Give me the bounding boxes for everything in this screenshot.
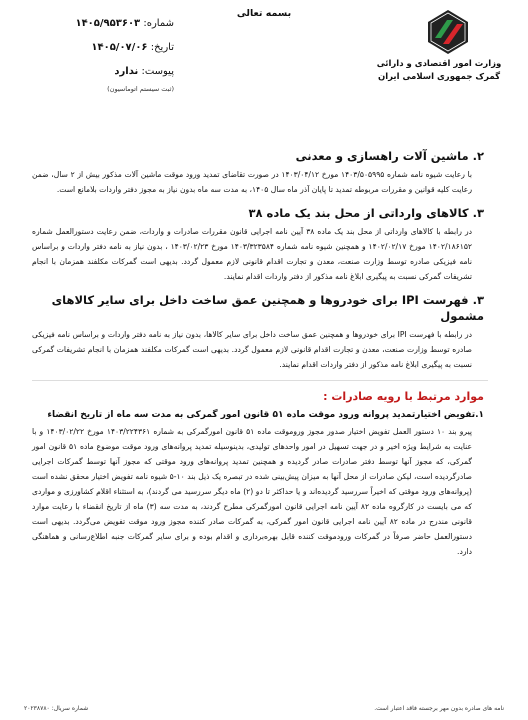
attachment-row [24,60,174,84]
date-value: ۱۴۰۵/۰۷/۰۶ [91,42,148,53]
date-label: تاریخ: [150,42,174,53]
footer [24,705,504,712]
serial-number [24,705,88,712]
section-title: ۳. کالاهای وارداتی از محل بند یک ماده ۳۸ [248,206,484,220]
section-text: در رابطه با کالاهای وارداتی از محل بند یک ماده ۳۸ آیین نامه اجرایی قانون مقررات صادرات و واردات، ضمن رعایت دستورالعمل شماره ۱۴۰۲/۱۸۶۱۵۲ مورخ ۱۴۰۲/۰۲/۱۷ و همچنین شیوه نامه شماره ۱۴۰۳/۳۲۳۵۸۴ مورخ ۱۴۰۳/۰۲/۲۳ ، بدون نیاز به نامه دفتر واردات و براساس نامه فیزیکی صادره توسط وزارت صنعت، معدن و تجارت اقدام قانونی لازم معمول گردد. بدیهی است گمرکات مکلفند همزمان با انجام تشریفات گمرکی نسبت به پیگیری ابلاغ نامه مذکور از دفتر واردات اقدام نمایند. [32,227,473,281]
letter-meta [24,12,174,94]
attachment-value: ندارد [114,66,139,77]
ministry-line-1: وزارت امور اقتصادی و دارائی [376,59,502,69]
export-item-title: ۱.تفویض اختیارتمدید پروانه ورود موقت ماده ۵۱ قانون امور گمرکی به مدت سه ماه از تاریخ انقضاء [47,410,484,420]
serial-value: ۲۰۲۳۸۷۸۰ [24,705,50,712]
basmala: بسمه تعالی [236,8,292,19]
section-text: در رابطه با فهرست IPI برای خودروها و همچنین عمق ساخت داخل برای سایر کالاها، بدون نیاز به نامه دفتر واردات و براساس نامه فیزیکی صادره توسط وزارت صنعت، معدن و تجارت اقدام قانونی لازم معمول گردد. بدیهی است گمرکات مکلفند همزمان با انجام تشریفات گمرکی نسبت به پیگیری ابلاغ نامه مذکور از دفتر واردات اقدام نمایند. [32,330,472,369]
number-label: شماره: [143,18,174,29]
ministry-line-2: گمرک جمهوری اسلامی ایران [377,72,501,82]
export-item-text: پیرو بند ۱۰ دستور العمل تفویض اختیار صدور مجوز وروموقت ماده ۵۱ قانون امورگمرکی به شماره ۱۴۰۳/۲۲۴۳۶۱ مورخ ۱۴۰۳/۰۲/۲۲ و با عنایت به شرایط ویژه اخیر و در جهت تسهیل در امور واحدهای تولیدی، بدینوسیله تمدید پروانه‌های ورود موقت موضوع ماده ۵۱ قانون امور گمرکی، که مجوز آنها توسط دفتر صادرات صادر گردیده و همچنین تمدید پروانه‌های ورود موقتی که مجوز آنها توسط گمرکات اجرایی صادرگردیده است، لیکن صادرات از محل آنها به میزان پیش‌بینی شده در تبصره یک ذیل بند ۱۰-۵ شیوه نامه تفویض اختیار محقق نشده است (پروانه‌های ورود موقتی که اخیراً سررسید گردیده‌اند و یا حداکثر تا دو (۲) ماه دیگر سررسید می گردند)، به استثناء اقلام کشاورزی و مواردی که می بایست در کارگروه ماده ۸۲ آیین نامه اجرایی قانون امورگمرکی مطرح گردند، به مدت سه (۳) ماه از تاریخ انقضاء با رعایت موارد قانونی مندرج در ماده ۸۲ آیین نامه اجرایی قانون امور گمرکی، به گمرکات صادر کننده مجوز ورود موقت تفویض می‌گردد. بدیهی است دستورالعمل حاضر صرفاً در گمرکات ورودموقت کننده قابل بهره‌برداری و اقدام بوده و برای سایر گمرکات جنبه اطلاع‌رسانی و هماهنگی دارد. [32,427,473,556]
divider [32,380,488,381]
letter-date-row [24,36,174,60]
section-text: با رعایت شیوه نامه شماره ۱۴۰۳/۵۰۵۹۹۵ مورخ ۱۴۰۳/۰۴/۱۲ در صورت تقاضای تمدید ورود موقت ماشین آلات مذکور بیش از ۲ سال، ضمن رعایت کلیه قوانین و مقررات مربوطه تمدید تا پایان آذر ماه سال ۱۴۰۵، به مدت سه ماه بدون نیاز به مجوز دفتر واردات بلامانع است. [32,170,473,194]
export-section-title: موارد مرتبط با رویه صادرات : [323,390,484,403]
serial-label: شماره سریال: [51,705,89,712]
letter-body [32,148,484,567]
section-title: ۲. ماشین آلات راهسازی و معدنی [295,149,484,163]
ministry-name [374,58,504,84]
system-note: (ثبت سیستم اتوماسیون) [107,85,174,93]
number-value: ۱۴۰۵/۹۵۳۶۰۳ [75,18,141,29]
attachment-label: پیوست: [141,66,174,77]
section-title: ۳. فهرست IPI برای خودروها و همچنین عمق ساخت داخل برای سایر کالاهای مشمول [51,293,484,323]
letter-number-row [24,12,174,36]
footer-note: نامه های صادره بدون مهر برجسته فاقد اعتبار است. [374,705,504,712]
